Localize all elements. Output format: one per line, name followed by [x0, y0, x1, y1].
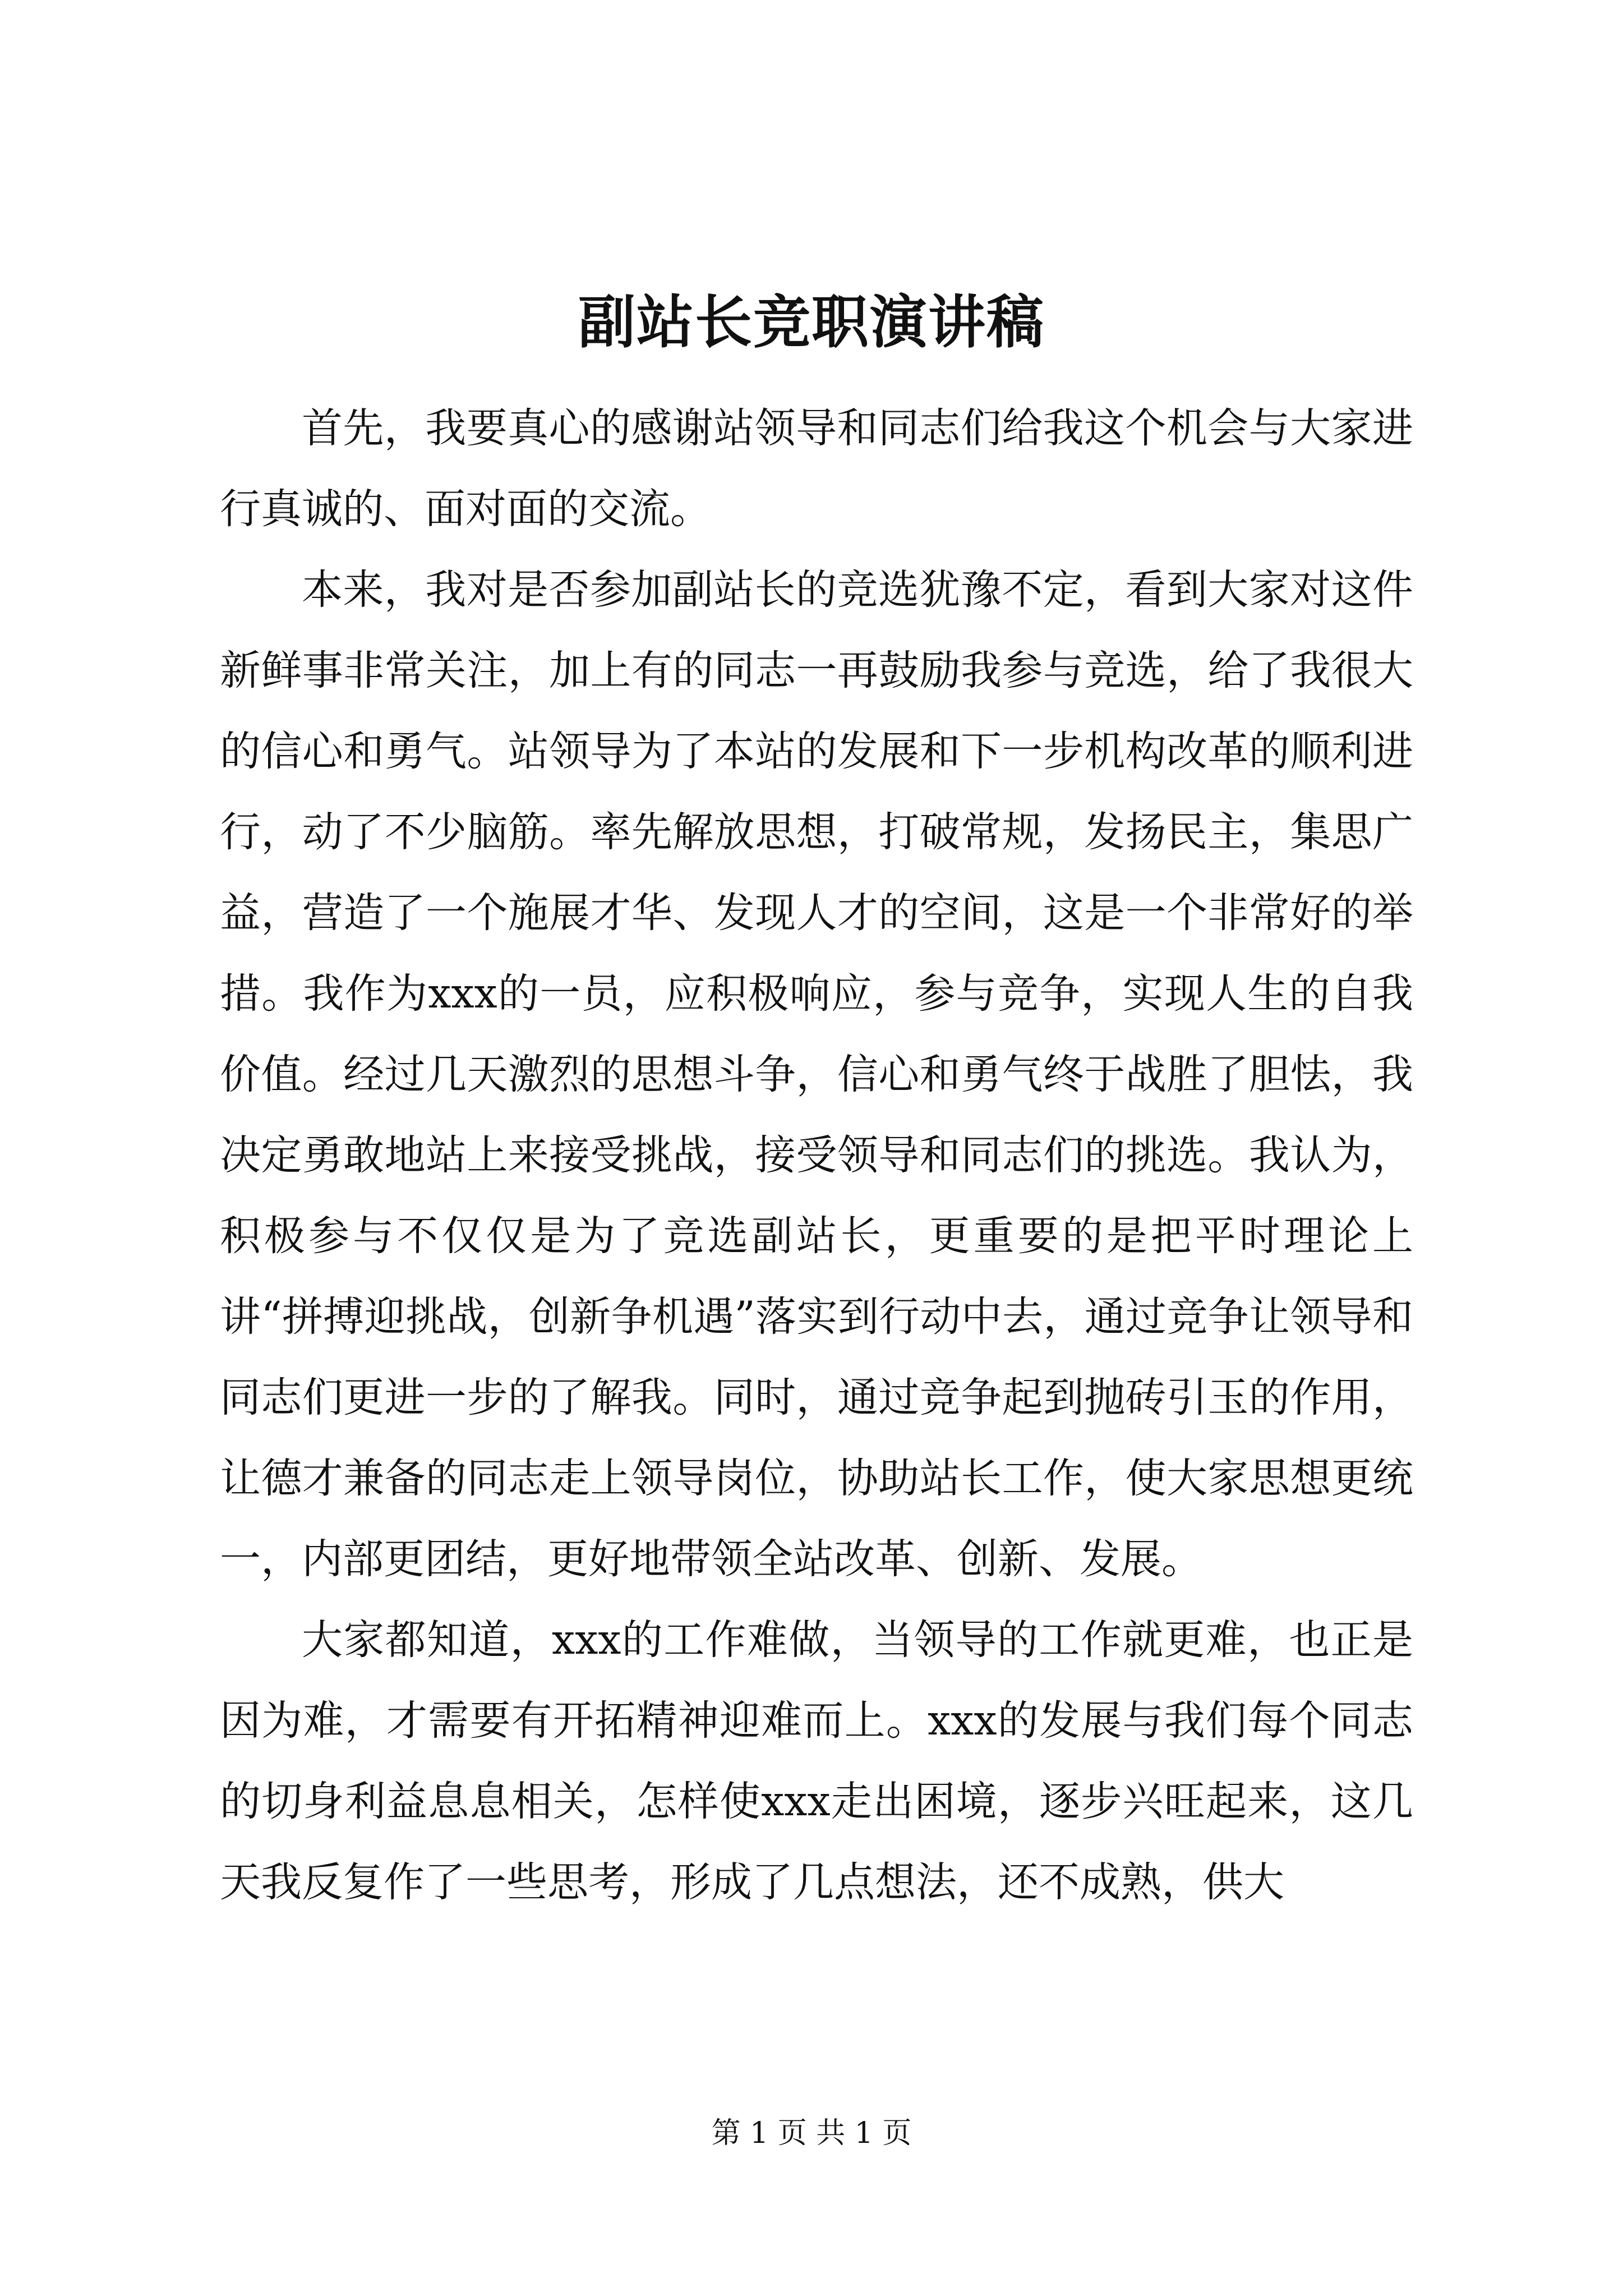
- document-body: [220, 388, 1413, 1923]
- document-title: 副站长竞职演讲稿: [578, 289, 1045, 356]
- paragraph-3: 大家都知道，xxx的工作难做，当领导的工作就更难，也正是因为难，才需要有开拓精神迎难而上。xxx的发展与我们每个同志的切身利益息息相关，怎样使xxx走出困境，逐步兴旺起来，这几天我反复作了一些思考，形成了几点想法，还不成熟，供大: [220, 1616, 1413, 1906]
- paragraph-1: 首先，我要真心的感谢站领导和同志们给我这个机会与大家进行真诚的、面对面的交流。: [220, 404, 1413, 533]
- paragraph-2: 本来，我对是否参加副站长的竞选犹豫不定，看到大家对这件新鲜事非常关注，加上有的同志一再鼓励我参与竞选，给了我很大的信心和勇气。站领导为了本站的发展和下一步机构改革的顺利进行，动了不少脑筋。率先解放思想，打破常规，发扬民主，集思广益，营造了一个施展才华、发现人才的空间，这是一个非常好的举措。我作为xxx的一员，应积极响应，参与竞争，实现人生的自我价值。经过几天激烈的思想斗争，信心和勇气终于战胜了胆怯，我决定勇敢地站上来接受挑战，接受领导和同志们的挑选。我认为，积极参与不仅仅是为了竞选副站长，更重要的是把平时理论上讲“拼搏迎挑战，创新争机遇”落实到行动中去，通过竞争让领导和同志们更进一步的了解我。同时，通过竞争起到抛砖引玉的作用，让德才兼备的同志走上领导岗位，协助站长工作，使大家思想更统一，内部更团结，更好地带领全站改革、创新、发展。: [220, 566, 1413, 1583]
- page-number-footer: 第 1 页 共 1 页: [711, 2116, 912, 2150]
